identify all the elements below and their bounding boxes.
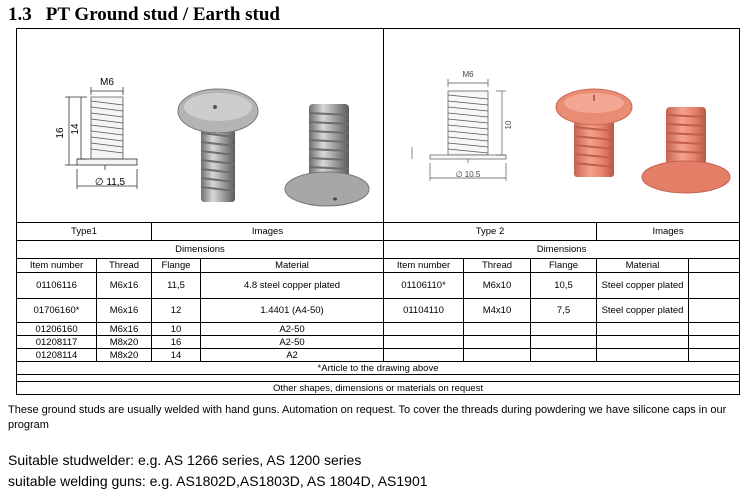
col-thread: Thread [464, 259, 531, 273]
type1-stud-photo-side [285, 104, 369, 206]
empty-cell [531, 349, 597, 362]
col-empty [689, 259, 740, 273]
type2-stud-photo-side [642, 107, 730, 193]
item-number-cell: 01106110* [384, 273, 464, 299]
type2-flange-diameter: ∅ 10.5 [455, 170, 481, 179]
type2-header: Type 2 [384, 223, 597, 241]
material-cell: Steel copper plated [597, 273, 689, 299]
type1-total-length: 16 [55, 127, 66, 139]
material-cell: A2 [201, 349, 384, 362]
type2-thread-label: M6 [462, 70, 474, 79]
product-table [16, 28, 740, 395]
flange-cell: 16 [152, 336, 201, 349]
dimensions2-header: Dimensions [384, 241, 740, 259]
flange-cell: 10 [152, 323, 201, 336]
item-number-cell: 01206160 [17, 323, 97, 336]
col-item-number: Item number [17, 259, 97, 273]
table-row [17, 349, 740, 362]
type1-shank-length: 14 [70, 123, 81, 135]
table-row [17, 336, 740, 349]
type2-illustration [384, 29, 740, 222]
empty-cell [464, 336, 531, 349]
item-number-cell: 01706160* [17, 299, 97, 323]
studwelder-line: Suitable studwelder: e.g. AS 1266 series, AS 1200 series [8, 452, 362, 468]
type1-stud-photo-front [178, 89, 258, 202]
images1-header: Images [152, 223, 384, 241]
col-flange: Flange [531, 259, 597, 273]
empty-cell [689, 299, 740, 323]
column-header-row [17, 259, 740, 273]
thread-cell: M6x16 [97, 323, 152, 336]
col-material: Material [201, 259, 384, 273]
thread-cell: M8x20 [97, 349, 152, 362]
material-cell: A2-50 [201, 336, 384, 349]
table-row [17, 299, 740, 323]
empty-cell [464, 349, 531, 362]
flange-cell: 14 [152, 349, 201, 362]
spacer-row [17, 375, 740, 382]
flange-cell: 7,5 [531, 299, 597, 323]
empty-cell [464, 323, 531, 336]
thread-cell: M4x10 [464, 299, 531, 323]
section-heading: PT Ground stud / Earth stud [45, 4, 280, 25]
type1-thread-label: M6 [100, 77, 114, 88]
thread-cell: M6x16 [97, 299, 152, 323]
section-number: 1.3 [8, 4, 32, 25]
type1-technical-drawing [65, 87, 137, 189]
item-number-cell: 01104110 [384, 299, 464, 323]
dimensions1-header: Dimensions [17, 241, 384, 259]
section-title [8, 4, 280, 26]
col-item-number: Item number [384, 259, 464, 273]
empty-cell [384, 336, 464, 349]
material-cell: 4.8 steel copper plated [201, 273, 384, 299]
material-cell: Steel copper plated [597, 299, 689, 323]
type2-length-label: 10 [504, 120, 513, 130]
description-paragraph: These ground studs are usually welded with hand guns. Automation on request. To cover the threads during powdering we have silicone caps in our program [8, 404, 727, 431]
item-number-cell: 01208117 [17, 336, 97, 349]
type2-stud-photo-front [556, 89, 632, 177]
empty-cell [384, 323, 464, 336]
item-number-cell: 01106116 [17, 273, 97, 299]
empty-cell [689, 349, 740, 362]
col-thread: Thread [97, 259, 152, 273]
empty-cell [597, 323, 689, 336]
flange-cell: 11,5 [152, 273, 201, 299]
empty-cell [531, 336, 597, 349]
welding-guns-line: suitable welding guns: e.g. AS1802D,AS1803D, AS 1804D, AS1901 [8, 473, 428, 489]
table-row [17, 273, 740, 299]
thread-cell: M6x10 [464, 273, 531, 299]
empty-cell [689, 323, 740, 336]
flange-cell: 12 [152, 299, 201, 323]
type2-image-panel [384, 29, 740, 223]
empty-cell [597, 349, 689, 362]
table-row [17, 323, 740, 336]
images2-header: Images [597, 223, 740, 241]
thread-cell: M6x16 [97, 273, 152, 299]
empty-cell [531, 323, 597, 336]
material-cell: A2-50 [201, 323, 384, 336]
item-number-cell: 01208114 [17, 349, 97, 362]
flange-cell: 10,5 [531, 273, 597, 299]
type1-header: Type1 [17, 223, 152, 241]
request-note: Other shapes, dimensions or materials on request [17, 382, 740, 395]
empty-cell [689, 273, 740, 299]
col-material: Material [597, 259, 689, 273]
type2-technical-drawing [412, 79, 506, 181]
type1-illustration [17, 29, 383, 222]
empty-cell [384, 349, 464, 362]
type1-flange-diameter: ∅ 11,5 [94, 177, 126, 188]
empty-cell [689, 336, 740, 349]
type1-image-panel [17, 29, 384, 223]
material-cell: 1.4401 (A4-50) [201, 299, 384, 323]
footnote: *Article to the drawing above [17, 362, 740, 375]
thread-cell: M8x20 [97, 336, 152, 349]
col-flange: Flange [152, 259, 201, 273]
empty-cell [597, 336, 689, 349]
